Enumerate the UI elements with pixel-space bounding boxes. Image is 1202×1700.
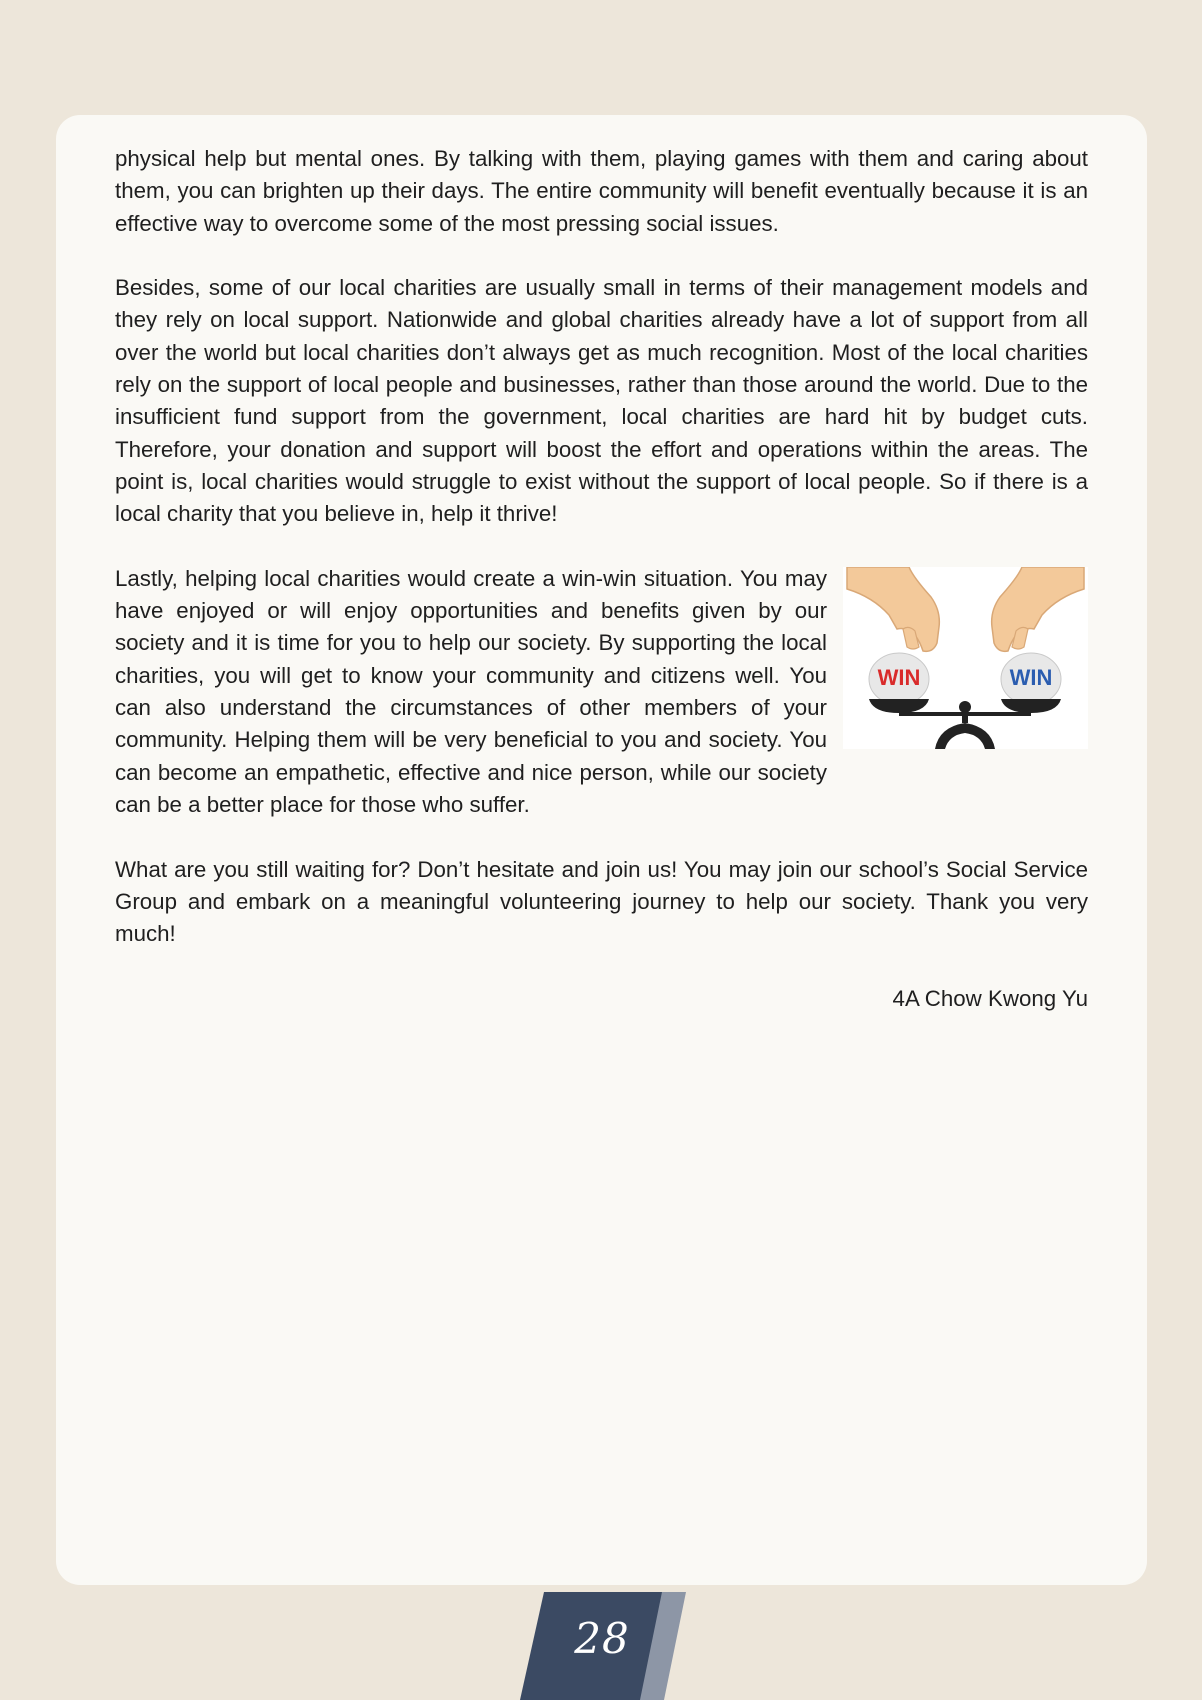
page-number-tab: [512, 1592, 692, 1700]
article-body: [115, 143, 1088, 1015]
win-label-left: WIN: [877, 664, 921, 690]
author-signature: 4A Chow Kwong Yu: [892, 985, 1088, 1011]
win-label-right: WIN: [1009, 664, 1053, 690]
page-card: [56, 115, 1147, 1585]
page-number: 28: [574, 1614, 630, 1663]
win-win-illustration: [843, 567, 1088, 749]
paragraph-3: Lastly, helping local charities would create a win-win situation. You may have enjoyed or will enjoy opportunities and benefits given by our society and it is time for you to help our society. By supporting the local charities, you will get to know your community and citizens well. You can also understand the circumstances of other members of your community. Helping them will be very beneficial to you and society. You can become an empathetic, effective and nice person, while our society can be a better place for those who suffer.: [115, 565, 827, 817]
paragraph-2: Besides, some of our local charities are usually small in terms of their management models and they rely on local support. Nationwide and global charities already have a lot of support from all over the world but local charities don’t always get as much recognition. Most of the local charities rely on the support of local people and businesses, rather than those around the world. Due to the insufficient fund support from the government, local charities are hard hit by budget cuts. Therefore, your donation and support will boost the effort and operations within the areas. The point is, local charities would struggle to exist without the support of local people. So if there is a local charity that you believe in, help it thrive!: [115, 275, 1088, 527]
paragraph-4: What are you still waiting for? Don’t hesitate and join us! You may join our school’s Social Service Group and embark on a meaningful volunteering journey to help our society. Thank you very much!: [115, 856, 1088, 947]
paragraph-1: physical help but mental ones. By talking with them, playing games with them and caring about them, you can brighten up their days. The entire community will benefit eventually because it is an effective way to overcome some of the most pressing social issues.: [115, 146, 1088, 236]
